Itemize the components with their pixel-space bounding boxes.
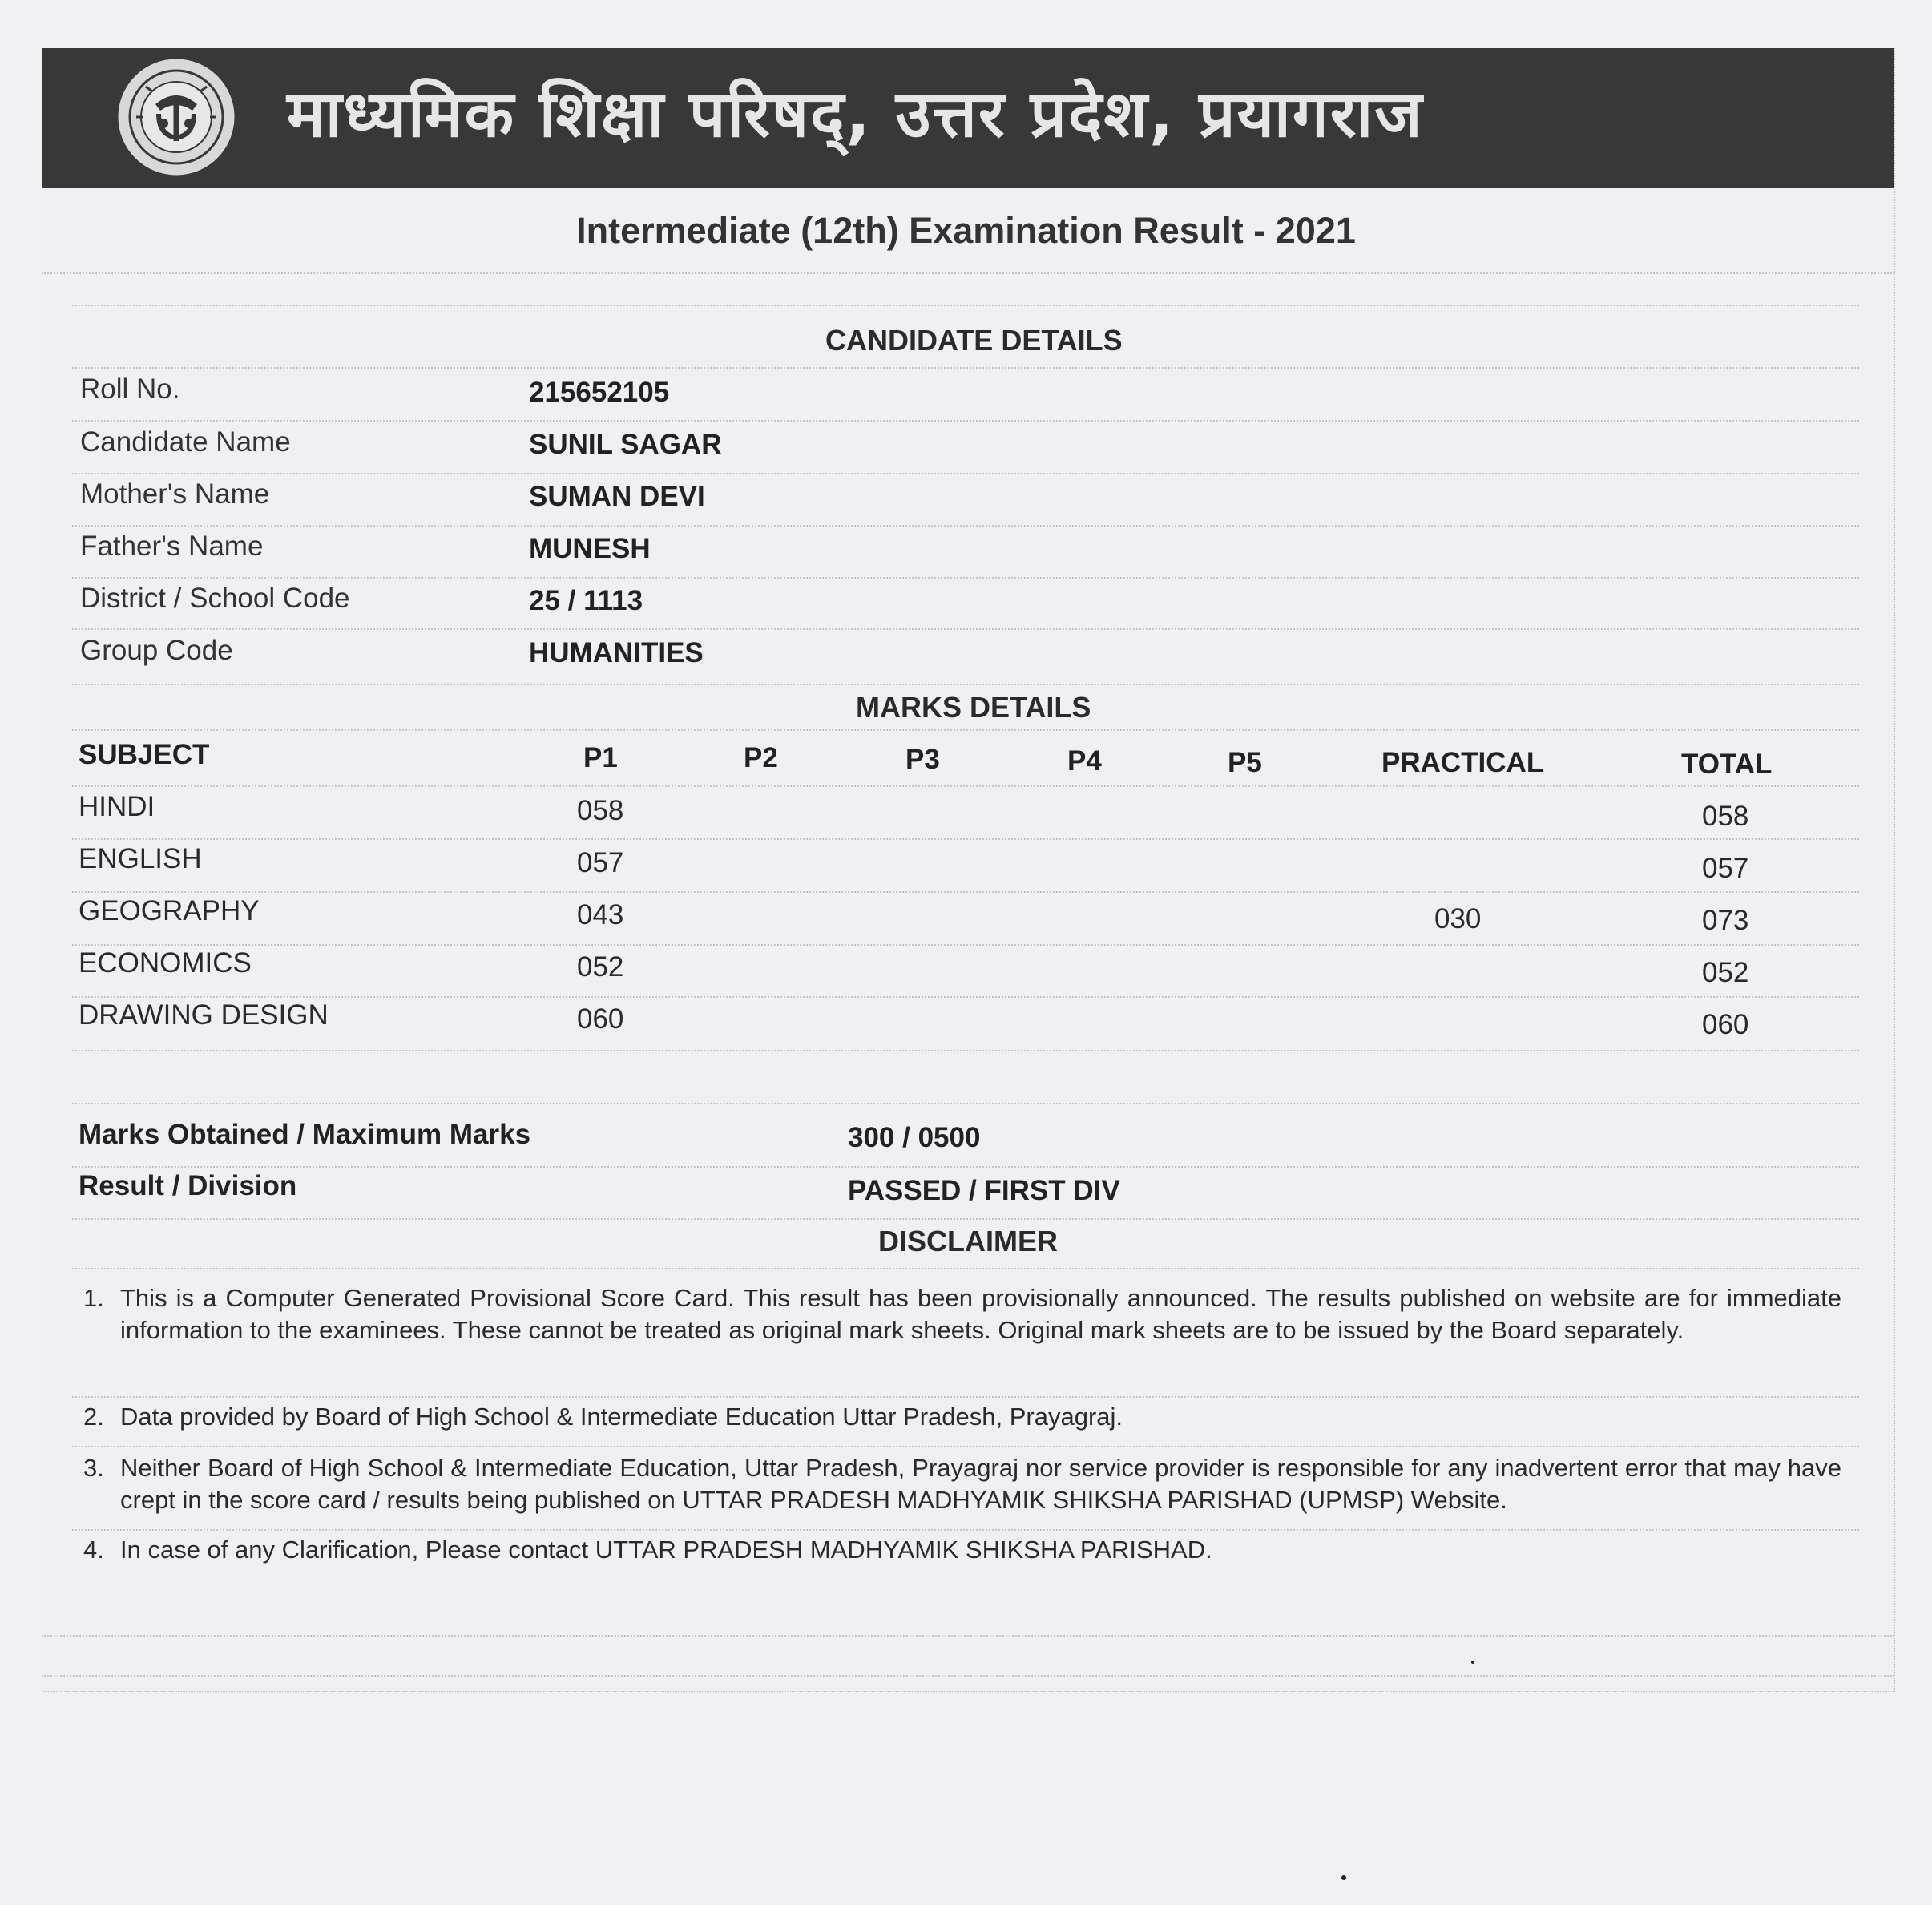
table-row-total: 060 [1702,1009,1749,1040]
divider [72,305,1859,306]
table-row-p1: 043 [577,899,624,930]
table-row-total: 073 [1702,905,1749,936]
divider [72,367,1859,369]
disclaimer-item [83,1282,1841,1382]
marks-obtained-value: 300 / 0500 [848,1122,981,1153]
disclaimer-heading: DISCLAIMER [878,1225,1058,1257]
mother-name-label: Mother's Name [80,478,270,510]
disclaimer-number: 3. [83,1454,104,1482]
district-school-code-value: 25 / 1113 [529,585,643,616]
divider [72,1396,1859,1398]
divider [72,1529,1859,1531]
column-header-p4: P4 [1067,745,1102,777]
column-header-p5: P5 [1228,747,1262,778]
result-division-value: PASSED / FIRST DIV [848,1175,1120,1206]
column-header-subject: SUBJECT [79,739,210,770]
board-name: माध्यमिक शिक्षा परिषद्, उत्तर प्रदेश, प्रयागराज [287,77,1424,151]
table-row-total: 058 [1702,801,1749,832]
disclaimer-text: Data provided by Board of High School & Intermediate Education Uttar Pradesh, Prayagraj. [120,1403,1123,1431]
group-code-label: Group Code [80,635,233,666]
table-row-practical: 030 [1434,903,1482,934]
column-header-total: TOTAL [1681,749,1773,780]
divider [72,1103,1859,1104]
mother-name-value: SUMAN DEVI [529,481,705,512]
table-row-p1: 058 [577,795,624,826]
scan-speck [1471,1661,1474,1664]
divider [72,1166,1859,1168]
disclaimer-text: Neither Board of High School & Intermediate Education, Uttar Pradesh, Prayagraj nor service provider is responsible for any inadvertent error that may have crept in the score card / results being published on UTTAR PRADESH MADHYAMIK SHIKSHA PARISHAD (UPMSP) Website. [120,1454,1841,1514]
candidate-name-label: Candidate Name [80,426,291,458]
divider [72,1268,1859,1269]
divider [72,525,1859,527]
marks-obtained-label: Marks Obtained / Maximum Marks [79,1119,531,1150]
table-row-subject: GEOGRAPHY [79,895,260,926]
roll-no-label: Roll No. [80,373,180,405]
candidate-name-value: SUNIL SAGAR [529,429,722,460]
disclaimer-item [83,1534,1841,1568]
divider [72,1050,1859,1051]
disclaimer-number: 2. [83,1403,104,1431]
divider [42,272,1894,274]
column-header-p3: P3 [905,744,940,775]
divider [72,628,1859,630]
divider [72,996,1859,998]
header-banner [42,48,1894,188]
table-row-subject: HINDI [79,791,155,822]
disclaimer-number: 4. [83,1536,104,1564]
group-code-value: HUMANITIES [529,637,704,668]
divider [42,1675,1894,1677]
disclaimer-item [83,1452,1841,1520]
candidate-details-heading: CANDIDATE DETAILS [825,324,1123,357]
roll-no-value: 215652105 [529,377,670,408]
divider [72,473,1859,474]
table-row-p1: 060 [577,1003,624,1035]
divider [72,891,1859,893]
table-row-subject: ECONOMICS [79,947,252,979]
disclaimer-item [83,1401,1841,1435]
divider [72,944,1859,946]
emblem-icon [114,54,239,180]
disclaimer-text: In case of any Clarification, Please contact UTTAR PRADESH MADHYAMIK SHIKSHA PARISHAD. [120,1536,1212,1564]
column-header-p1: P1 [583,742,618,773]
table-row-subject: DRAWING DESIGN [79,999,329,1031]
disclaimer-number: 1. [83,1284,104,1312]
divider [72,838,1859,840]
table-row-p1: 052 [577,951,624,983]
father-name-label: Father's Name [80,531,264,562]
divider [72,684,1859,685]
divider [42,1635,1894,1637]
divider [72,1446,1859,1447]
marks-details-heading: MARKS DETAILS [856,691,1091,724]
divider [72,729,1859,731]
table-row-subject: ENGLISH [79,843,202,874]
divider [72,577,1859,579]
scan-speck [1341,1875,1346,1880]
column-header-p2: P2 [744,742,778,773]
exam-title: Intermediate (12th) Examination Result - 2021 [576,210,1356,251]
column-header-practical: PRACTICAL [1381,747,1544,778]
divider [72,785,1859,787]
divider [72,420,1859,422]
disclaimer-text: This is a Computer Generated Provisional Score Card. This result has been provisionally announced. The results published on website are for immediate information to the examinees. These cannot be treated as original mark sheets. Original mark sheets are to be issued by the Board separately. [120,1284,1841,1344]
table-row-total: 057 [1702,853,1749,884]
district-school-code-label: District / School Code [80,583,350,614]
father-name-value: MUNESH [529,533,651,564]
table-row-total: 052 [1702,957,1749,988]
result-division-label: Result / Division [79,1170,297,1201]
divider [72,1218,1859,1220]
table-row-p1: 057 [577,847,624,878]
